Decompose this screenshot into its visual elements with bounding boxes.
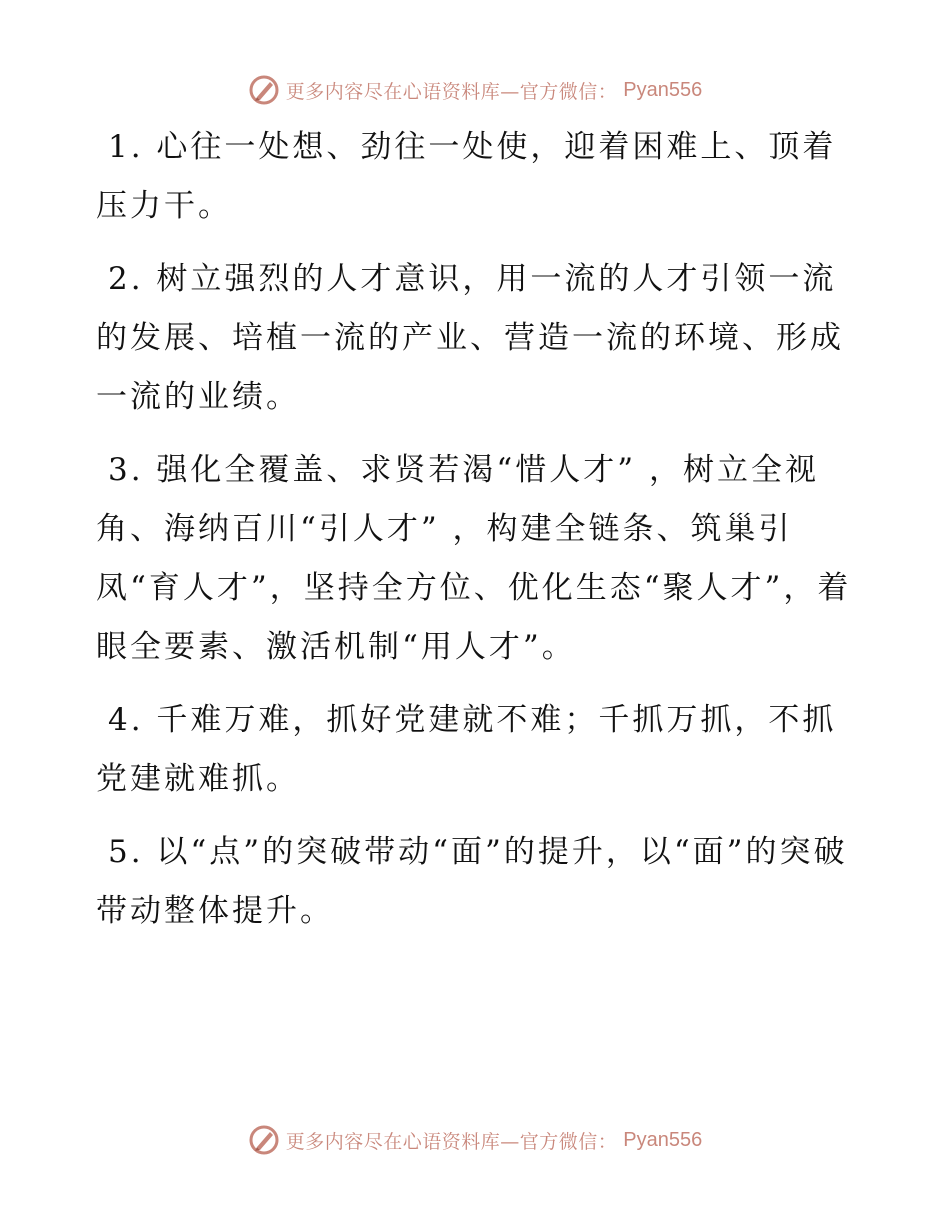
- paragraph-1: 1. 心往一处想、劲往一处使，迎着困难上、顶着压力干。: [96, 129, 837, 224]
- header-watermark: [0, 70, 950, 110]
- pen-logo-icon: [248, 74, 280, 106]
- watermark-wechat-id: Pyan556: [623, 78, 703, 101]
- watermark-wechat-id: Pyan556: [623, 1128, 703, 1151]
- paragraph-5: 5. 以“点”的突破带动“面”的提升，以“面”的突破带动整体提升。: [96, 834, 848, 929]
- paragraph-4: 4. 千难万难，抓好党建就不难；千抓万抓，不抓党建就难抓。: [96, 702, 837, 797]
- footer-watermark: [0, 1120, 950, 1160]
- watermark-text: 更多内容尽在心语资料库—官方微信：: [285, 1130, 618, 1153]
- paragraph-3: 3. 强化全覆盖、求贤若渴“惜人才” ，树立全视角、海纳百川“引人才” ，构建全链条、筑巢引凤“育人才”，坚持全方位、优化生态“聚人才”，着眼全要素、激活机制“用人才”。: [96, 452, 852, 665]
- watermark-text: 更多内容尽在心语资料库—官方微信：: [285, 80, 618, 103]
- document-body: [96, 118, 866, 955]
- pen-logo-icon: [248, 1124, 280, 1156]
- paragraph-2: 2. 树立强烈的人才意识，用一流的人才引领一流的发展、培植一流的产业、营造一流的环境、形成一流的业绩。: [96, 261, 844, 415]
